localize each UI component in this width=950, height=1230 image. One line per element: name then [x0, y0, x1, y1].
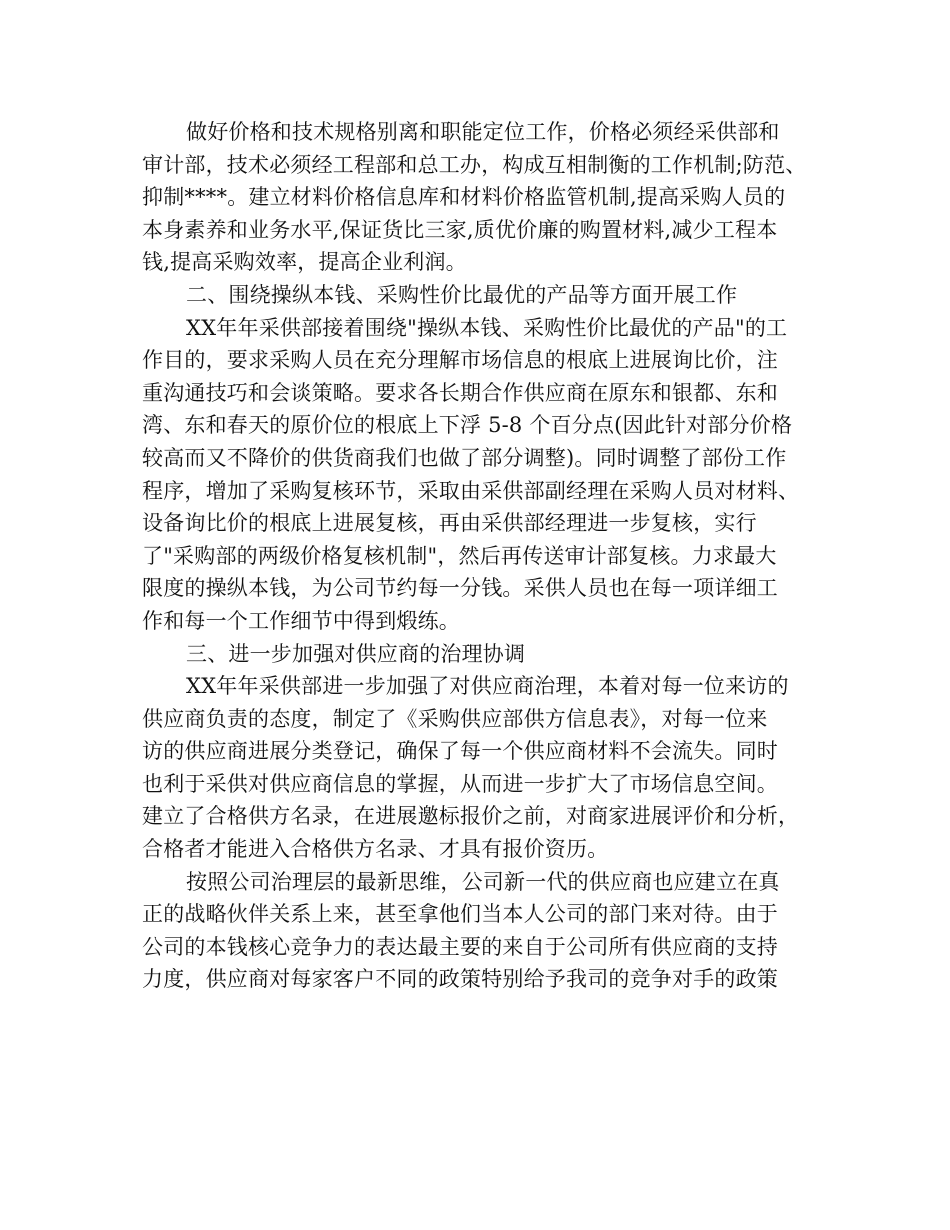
text-line: 湾、东和春天的原价位的根底上下浮 5-8 个百分点(因此针对部分价格: [142, 413, 793, 438]
text-line: 供应商负责的态度，制定了《采购供应部供方信息表》，对每一位来: [142, 706, 768, 731]
text-line: 三、进一步加强对供应商的治理协调: [186, 641, 526, 666]
text-line: 按照公司治理层的最新思维，公司新一代的供应商也应建立在真: [186, 869, 780, 894]
text-line: 公司的本钱核心竞争力的表达最主要的来自于公司所有供应商的支持: [142, 934, 778, 959]
text-line: 做好价格和技术规格别离和职能定位工作，价格必须经采供部和: [186, 120, 780, 144]
text-line: 了"采购部的两级价格复核机制"，然后再传送审计部复核。力求最大: [142, 543, 777, 568]
text-line: 审计部，技术必须经工程部和总工办，构成互相制衡的工作机制;防范、: [142, 152, 807, 177]
text-line: 设备询比价的根底上进展复核，再由采供部经理进一步复核，实行: [142, 511, 757, 536]
text-line: 较高而又不降价的供货商我们也做了部分调整)。同时调整了部份工作: [142, 445, 787, 470]
text-line: 作和每一个工作细节中得到煅练。: [142, 608, 460, 633]
text-line: 正的战略伙伴关系上来，甚至拿他们当本人公司的部门来对待。由于: [142, 902, 778, 927]
text-line: 作目的，要求采购人员在充分理解市场信息的根底上进展询比价，注: [142, 348, 778, 373]
text-line: 本身素养和业务水平,保证货比三家,质优价廉的购置材料,减少工程本: [142, 217, 778, 242]
text-line: 二、围绕操纵本钱、采购性价比最优的产品等方面开展工作: [186, 282, 738, 307]
text-line: 钱,提高采购效率，提高企业利润。: [142, 250, 467, 275]
text-line: 也利于采供对供应商信息的掌握，从而进一步扩大了市场信息空间。: [142, 771, 778, 796]
text-line: 抑制****。建立材料价格信息库和材料价格监管机制,提高采购人员的: [142, 185, 786, 210]
document-body: [142, 116, 812, 996]
text-line: 限度的操纵本钱，为公司节约每一分钱。采供人员也在每一项详细工: [142, 576, 778, 601]
text-line: XX年年采供部接着围绕"操纵本钱、采购性价比最优的产品"的工: [186, 315, 788, 340]
text-line: 访的供应商进展分类登记，确保了每一个供应商材料不会流失。同时: [142, 739, 778, 764]
text-line: 建立了合格供方名录，在进展邀标报价之前，对商家进展评价和分析，: [142, 804, 800, 829]
text-line: 重沟通技巧和会谈策略。要求各长期合作供应商在原东和银都、东和: [142, 380, 778, 405]
text-line: 合格者才能进入合格供方名录、才具有报价资历。: [142, 837, 609, 862]
text-line: 力度，供应商对每家客户不同的政策特别给予我司的竞争对手的政策: [142, 967, 778, 992]
text-line: 程序，增加了采购复核环节，采取由采供部副经理在采购人员对材料、: [142, 478, 800, 503]
text-line: XX年年采供部进一步加强了对供应商治理，本着对每一位来访的: [186, 674, 789, 699]
